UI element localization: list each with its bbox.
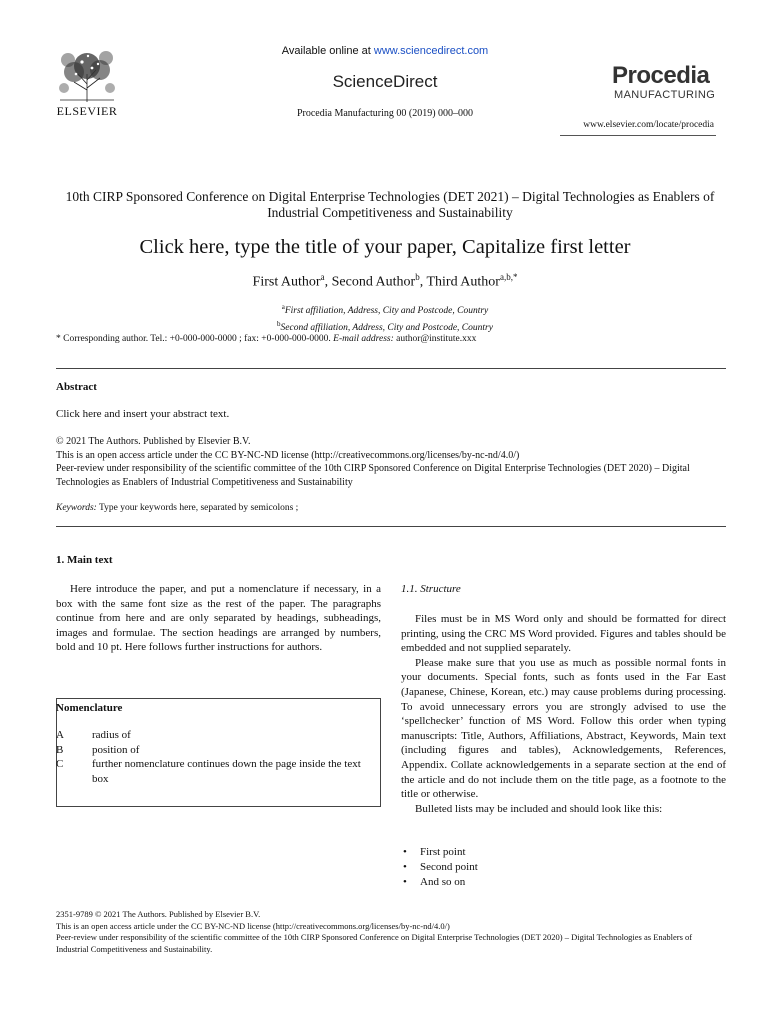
bullet-text: Second point xyxy=(420,861,478,873)
nomenclature-definition: position of xyxy=(92,743,140,756)
header-rule xyxy=(560,135,716,136)
affil-a: First affiliation, Address, City and Postcode, Country xyxy=(284,306,489,317)
bullet-text: And so on xyxy=(420,876,466,888)
availability-prefix: Available online at xyxy=(281,45,374,57)
nomenclature-symbol: B xyxy=(56,743,64,756)
bullet-icon: • xyxy=(403,846,407,858)
footnote xyxy=(56,909,726,955)
bullet-list xyxy=(401,845,478,890)
affil-b-sup: b xyxy=(277,320,281,329)
nomenclature-definition: radius of xyxy=(92,729,131,741)
elsevier-wordmark: ELSEVIER xyxy=(56,104,118,118)
body-paragraph: Please make sure that you use as much as possible normal fonts in your documents. Special fonts, such as fonts used in the Far East (Japanese, Chinese, Korean, etc.) may cause problems during processing. To avoid unnecessary errors you are strongly advised to use the ‘spellchecker’ function of MS Word. Follow this order when typing manuscripts: Title, Authors, Affiliations, Abstract, Keywords, Main text (including figures and tables), Acknowledgements, References, Appendix. Collate acknowledgements in a separate section at the end of the article and do not include them on the title page, as a footnote to the title or otherwise. xyxy=(401,656,726,801)
procedia-logo-sub: MANUFACTURING xyxy=(614,89,716,101)
footnote-line: Peer-review under responsibility of the scientific committee of the 10th CIRP Sponsored Conference on Digital Enterprise Technologies (DET 2020) – Digital Technologies as Enablers of Industrial Competitiveness and Sustainability. xyxy=(56,932,693,954)
affil-a-sup: a xyxy=(281,303,285,311)
section-heading: 1. Main text xyxy=(56,554,113,566)
author-1: First Author xyxy=(252,274,321,290)
nomenclature-definition: further nomenclature continues down the page inside the text box xyxy=(92,758,361,785)
footnote-line: 2351-9789 © 2021 The Authors. Published by Elsevier B.V. xyxy=(56,909,261,919)
license-line: This is an open access article under the CC BY-NC-ND license (http://creativecommons.org/licenses/by-nc-nd/4.0/) xyxy=(56,449,520,461)
list-item xyxy=(401,860,478,875)
body-paragraph: Here introduce the paper, and put a nomenclature if necessary, in a box with the same font size as the rest of the paper. The paragraphs continue from here and are only separated by headings, subheadings, images and formulae. The section headings are arranged by numbers, bold and 10 pt. Here follows further instructions for authors. xyxy=(56,583,381,654)
email-label: E-mail address: xyxy=(333,334,394,344)
section-divider xyxy=(56,368,726,369)
nomenclature-row xyxy=(56,757,376,786)
license-line: Peer-review under responsibility of the scientific committee of the 10th CIRP Sponsored Conference on Digital Enterprise Technologies (DET 2020) – Digital Technologies as Enablers of Industrial Competitiveness and Sustainability xyxy=(56,463,690,488)
affil-b: Second affiliation, Address, City and Postcode, Country xyxy=(280,323,493,334)
list-item xyxy=(401,875,478,890)
abstract-heading: Abstract xyxy=(56,381,97,393)
journal-url[interactable]: www.elsevier.com/locate/procedia xyxy=(583,120,714,130)
affiliations xyxy=(0,301,770,335)
nomenclature-row xyxy=(56,728,376,743)
right-column xyxy=(401,612,726,816)
nomenclature-symbol: A xyxy=(56,729,64,741)
journal-reference: Procedia Manufacturing 00 (2019) 000–000 xyxy=(296,108,474,119)
author-3: , Third Author xyxy=(419,274,500,290)
bullet-text: First point xyxy=(420,846,466,858)
nomenclature-heading: Nomenclature xyxy=(56,702,123,714)
bullet-icon: • xyxy=(403,861,407,873)
body-paragraph: Files must be in MS Word only and should be formatted for direct printing, using the CRC MS Word provided. Figures and tables should be embedded and not supplied separately. xyxy=(401,613,726,655)
section-divider xyxy=(56,526,726,527)
corresponding-author xyxy=(56,334,476,344)
body-paragraph: Bulleted lists may be included and should look like this: xyxy=(415,802,663,815)
keywords-label: Keywords: xyxy=(56,503,97,513)
nomenclature-list xyxy=(56,728,376,786)
author-2-sup: b xyxy=(415,272,420,282)
paper-title: Click here, type the title of your paper, Capitalize first letter xyxy=(139,236,631,258)
availability-line xyxy=(0,45,770,57)
author-2: , Second Author xyxy=(324,274,416,290)
email-value: author@institute.xxx xyxy=(393,334,477,344)
keywords-text: Type your keywords here, separated by semicolons ; xyxy=(96,503,299,513)
corresponding-contact: * Corresponding author. Tel.: +0-000-000-0000 ; fax: +0-000-000-0000. xyxy=(56,334,334,344)
abstract-license xyxy=(56,435,726,489)
sciencedirect-link[interactable]: www.sciencedirect.com xyxy=(373,45,489,57)
author-list xyxy=(0,272,770,291)
license-line: © 2021 The Authors. Published by Elsevier B.V. xyxy=(56,436,251,447)
sciencedirect-wordmark: ScienceDirect xyxy=(332,72,438,91)
list-item xyxy=(401,845,478,860)
nomenclature-row xyxy=(56,743,376,758)
author-3-sup: a,b,* xyxy=(499,272,518,282)
footnote-line: This is an open access article under the CC BY-NC-ND license (http://creativecommons.org/licenses/by-nc-nd/4.0/) xyxy=(56,920,450,931)
author-1-sup: a xyxy=(320,272,325,282)
abstract-text: Click here and insert your abstract text. xyxy=(56,408,230,420)
procedia-logo: Procedia xyxy=(612,62,710,89)
bullet-icon: • xyxy=(403,876,407,888)
nomenclature-symbol: C xyxy=(56,758,64,770)
left-column xyxy=(56,582,381,655)
conference-name: 10th CIRP Sponsored Conference on Digital Enterprise Technologies (DET 2021) – Digital Technologies as Enablers of Industrial Competitiveness and Sustainability xyxy=(65,189,715,220)
subsection-heading: 1.1. Structure xyxy=(401,583,461,595)
keywords xyxy=(56,503,298,513)
